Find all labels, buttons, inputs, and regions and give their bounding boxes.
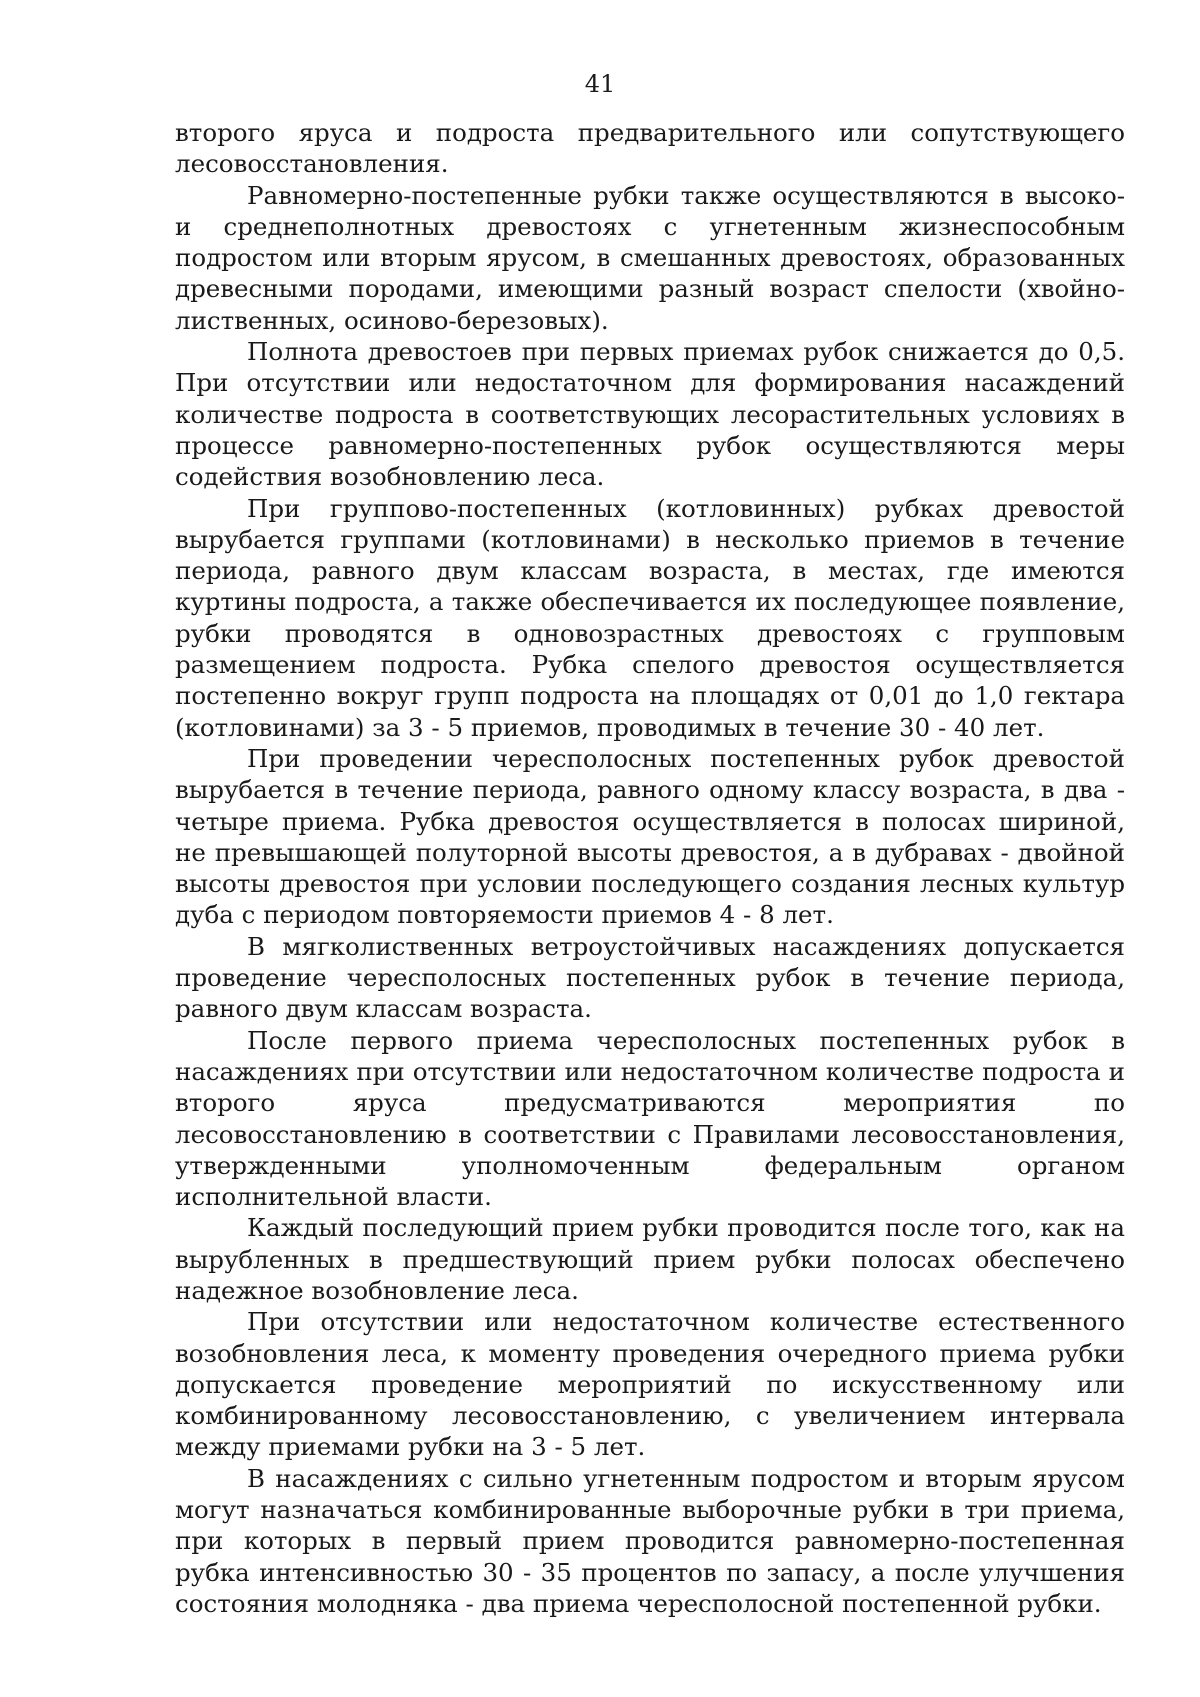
paragraph: При группово-постепенных (котловинных) рубках древостой вырубается группами (котловинами) в несколько приемов в течение периода, равного двум классам возраста, в местах, где имеются куртины подроста, а также обеспечивается их последующее появление, рубки проводятся в одновозрастных древостоях с групповым размещением подроста. Рубка спелого древостоя осуществляется постепенно вокруг групп подроста на площадях от 0,01 до 1,0 гектара (котловинами) за 3 - 5 приемов, проводимых в течение 30 - 40 лет. [175, 493, 1125, 742]
paragraph: При проведении чересполосных постепенных рубок древостой вырубается в течение периода, равного одному классу возраста, в два - четыре приема. Рубка древостоя осуществляется в полосах шириной, не превышающей полуторной высоты древостоя, а в дубравах - двойной высоты древостоя при условии последующего создания лесных культур дуба с периодом повторяемости приемов 4 - 8 лет. [175, 743, 1125, 930]
paragraph: Равномерно-постепенные рубки также осуществляются в высоко- и среднеполнотных древостоях с угнетенным жизнеспособным подростом или вторым ярусом, в смешанных древостоях, образованных древесными породами, имеющими разный возраст спелости (хвойно-лиственных, осиново-березовых). [175, 180, 1125, 335]
page-number: 41 [584, 70, 616, 98]
paragraph: В насаждениях с сильно угнетенным подростом и вторым ярусом могут назначаться комбинированные выборочные рубки в три приема, при которых в первый прием проводится равномерно-постепенная рубка интенсивностью 30 - 35 процентов по запасу, а после улучшения состояния молодняка - два приема чересполосной постепенной рубки. [175, 1463, 1125, 1618]
paragraph: В мягколиственных ветроустойчивых насаждениях допускается проведение чересполосных постепенных рубок в течение периода, равного двум классам возраста. [175, 931, 1125, 1024]
body-text [175, 117, 1125, 1619]
paragraph: Каждый последующий прием рубки проводится после того, как на вырубленных в предшествующий прием рубки полосах обеспечено надежное возобновление леса. [175, 1213, 1125, 1305]
paragraph: После первого приема чересполосных постепенных рубок в насаждениях при отсутствии или недостаточном количестве подроста и второго яруса предусматриваются мероприятия по лесовосстановлению в соответствии с Правилами лесовосстановления, утвержденными уполномоченным федеральным органом исполнительной власти. [175, 1025, 1125, 1212]
paragraph-continuation: второго яруса и подроста предварительного или сопутствующего лесовосстановления. [175, 118, 1125, 179]
paragraph: При отсутствии или недостаточном количестве естественного возобновления леса, к моменту проведения очередного приема рубки допускается проведение мероприятий по искусственному или комбинированному лесовосстановлению, с увеличением интервала между приемами рубки на 3 - 5 лет. [175, 1307, 1125, 1462]
paragraph: Полнота древостоев при первых приемах рубок снижается до 0,5. При отсутствии или недостаточном для формирования насаждений количестве подроста в соответствующих лесорастительных условиях в процессе равномерно-постепенных рубок осуществляются меры содействия возобновлению леса. [175, 337, 1125, 492]
